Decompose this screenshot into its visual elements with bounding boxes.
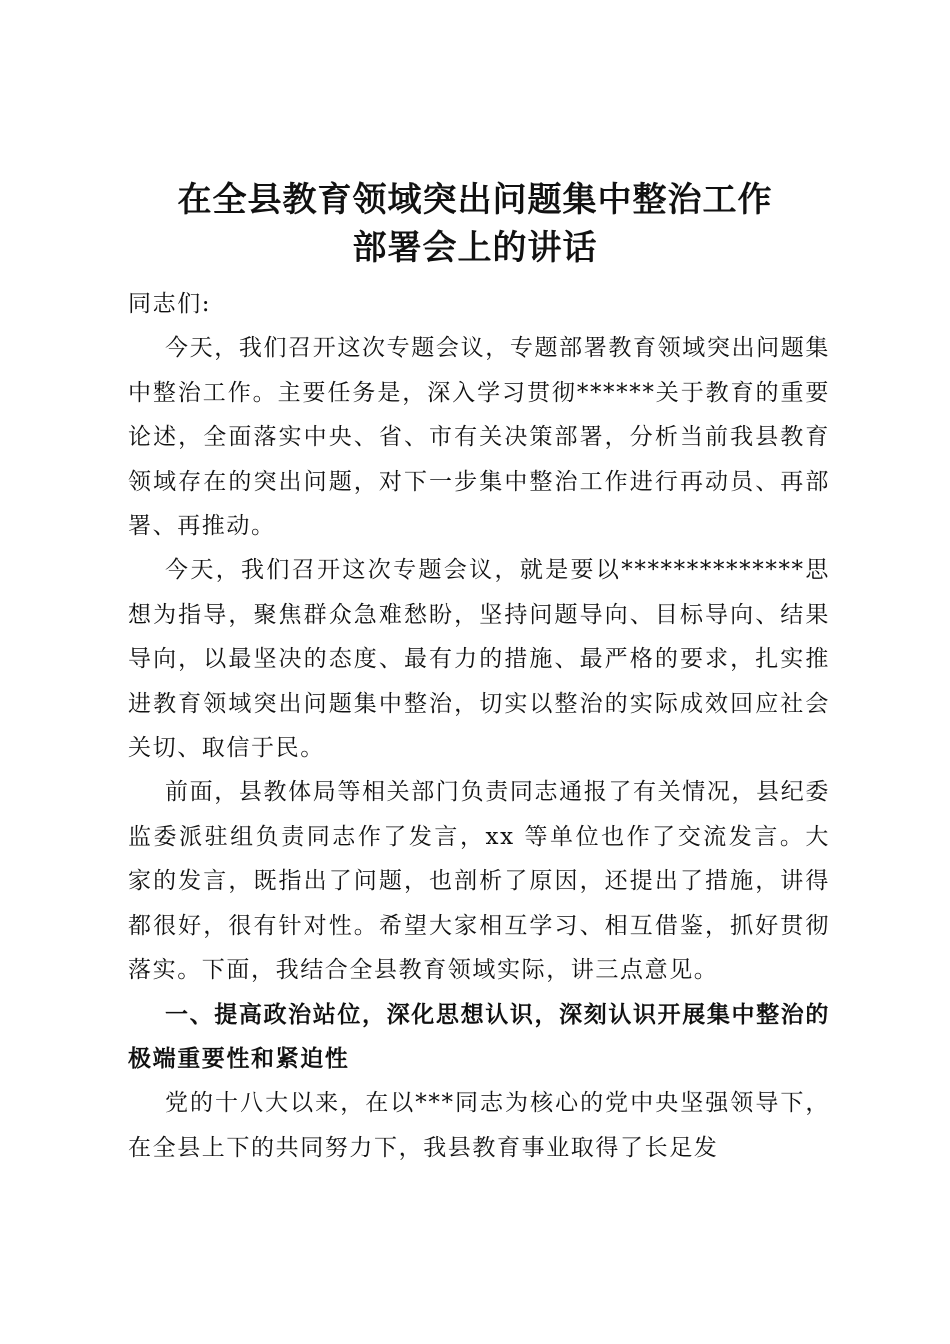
section-heading-1: 一、提高政治站位，深化思想认识，深刻认识开展集中整治的极端重要性和紧迫性 (128, 1000, 830, 1072)
salutation: 同志们: (128, 291, 212, 317)
document-title-line-2: 部署会上的讲话 (352, 228, 598, 268)
paragraph-3: 前面，县教体局等相关部门负责同志通报了有关情况，县纪委监委派驻组负责同志作了发言，xx 等单位也作了交流发言。大家的发言，既指出了问题，也剖析了原因，还提出了措施，讲得都很好，很有针对性。希望大家相互学习、相互借鉴，抓好贯彻落实。下面，我结合全县教育领域实际，讲三点意见。 (128, 779, 830, 984)
paragraph-2: 今天，我们召开这次专题会议，就是要以**************思想为指导，聚焦群众急难愁盼，坚持问题导向、目标导向、结果导向，以最坚决的态度、最有力的措施、最严格的要求，扎实推进教育领域突出问题集中整治，切实以整治的实际成效回应社会关切、取信于民。 (128, 557, 830, 762)
document-body (128, 282, 830, 1170)
document-title-line-1: 在全县教育领域突出问题集中整治工作 (177, 180, 773, 220)
section-1-paragraph: 党的十八大以来，在以***同志为核心的党中央坚强领导下，在全县上下的共同努力下，我县教育事业取得了长足发 (128, 1090, 830, 1161)
paragraph-1: 今天，我们召开这次专题会议，专题部署教育领域突出问题集中整治工作。主要任务是，深入学习贯彻******关于教育的重要论述，全面落实中央、省、市有关决策部署，分析当前我县教育领域存在的突出问题，对下一步集中整治工作进行再动员、再部署、再推动。 (128, 335, 830, 540)
